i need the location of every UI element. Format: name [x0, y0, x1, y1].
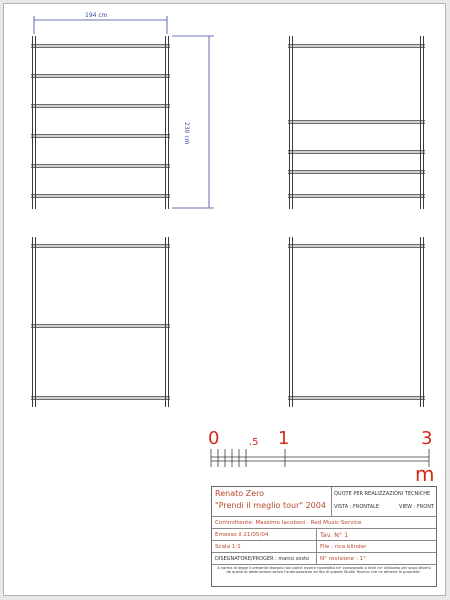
- sheet-header: QUOTE PER REALIZZAZIONI TECNICHE: [334, 491, 431, 497]
- client-row: [212, 517, 436, 529]
- title-block: [211, 486, 437, 587]
- frame-lower-right: [288, 237, 425, 407]
- scale-row: [212, 541, 436, 553]
- artist-name: Renato Zero: [215, 489, 265, 498]
- drawing-scale: Scala 1:1: [212, 541, 317, 552]
- tour-name: "Prendi il meglio tour" 2004: [215, 501, 326, 510]
- title-row: [212, 487, 436, 517]
- drawing-sheet: [3, 3, 446, 596]
- scale-label-0: 0: [208, 428, 220, 449]
- designer: DISEGNATORE/PROGER : marco sosto: [212, 553, 317, 564]
- width-dimension-label: 194 cm: [85, 12, 108, 19]
- file-name: File : rica blinder: [320, 544, 367, 550]
- client-name: Committente: Massimo Iacoboni . Red Music Service: [215, 520, 362, 526]
- scale-bar: [211, 449, 429, 467]
- height-dimension-label: 230 cm: [183, 122, 190, 145]
- issue-row: [212, 529, 436, 541]
- frame-front-left: [31, 36, 170, 209]
- scale-unit: m: [415, 462, 435, 486]
- frame-front-right: [288, 36, 425, 209]
- view-info: [332, 487, 436, 516]
- view-label: VISTA : FRONTALE: [334, 504, 380, 510]
- scale-label-3: 3: [421, 428, 433, 449]
- table-number: Tav. N° 1: [320, 531, 349, 539]
- scale-label-half: .5: [249, 437, 259, 448]
- issue-date: Emesso il 21/05/04: [212, 529, 317, 540]
- designer-row: [212, 553, 436, 565]
- view-label-en: VIEW : FRONT: [399, 504, 434, 510]
- revision-number: N° revisione : 1°: [320, 556, 366, 562]
- project-title: [212, 487, 332, 516]
- legal-note: A norma di legge il presente disegno non potra' essere riprodotto ne' consegnato a terzi ne' utilizzato per scopi diversi da quello di destinazione senza l'autorizzazione scritta di questo Studio Tecnico che ne detiene la proprieta'.: [217, 566, 431, 575]
- frame-lower-left: [31, 237, 170, 407]
- scale-label-1: 1: [278, 428, 290, 449]
